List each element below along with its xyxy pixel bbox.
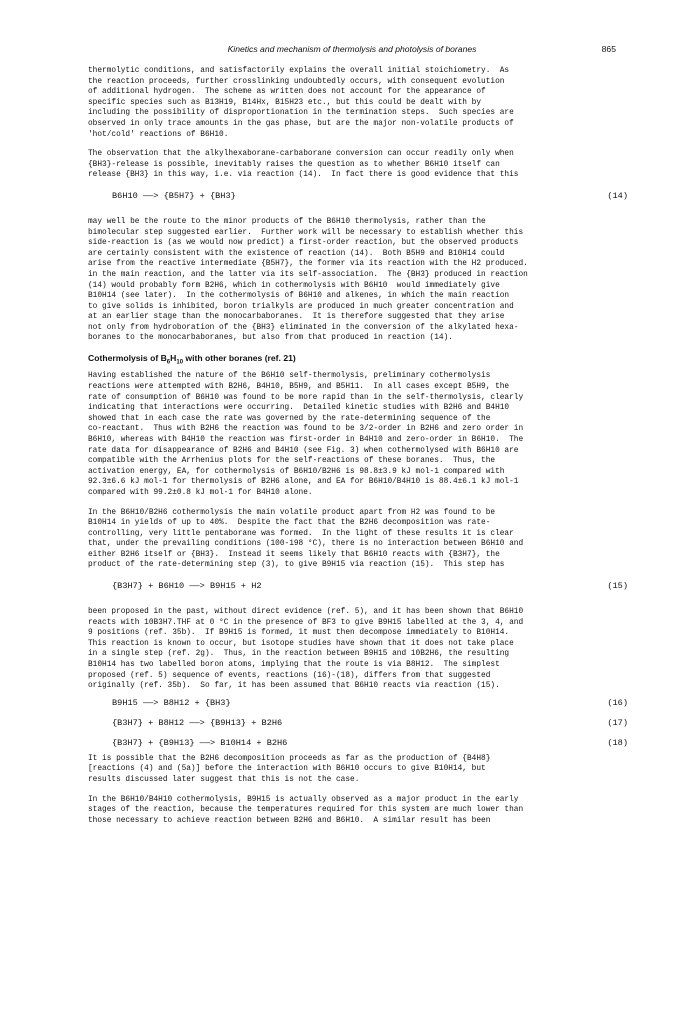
equation-text: {B3H7} + {B9H13} ——> B10H14 + B2H6 [112,737,288,748]
paragraph-2 [88,149,622,181]
text-line: specific species such as B13H19, B14Hx, B15H23 etc., but this could be dealt with by [88,98,482,107]
equation-15 [88,577,628,597]
text-line: 'hot/cold' reactions of B6H10. [88,130,229,139]
text-line: bimolecular step suggested earlier. Further work will be necessary to establish whether this [88,228,524,237]
text-line: results discussed later suggest that this is not the case. [88,776,360,784]
text-line: B6H10, whereas with B4H10 the reaction was first-order in B4H10 and zero-order in B6H10. The [88,435,524,444]
text-line: boranes to the monocarbaboranes, but also from that produced in reaction (14). [88,334,453,343]
text-line: been proposed in the past, without direct evidence (ref. 5), and it has been shown that B6H10 [88,608,524,617]
running-title: Kinetics and mechanism of thermolysis and photolysis of boranes [227,44,477,54]
page-number: 865 [601,44,616,54]
text-line: rate of consumption of B6H10 was found to be more rapid than in the self-thermolysis, clearly [88,393,524,402]
text-line: 9 positions (ref. 35b). If B9H15 is formed, it must then decompose immediately to B10H14. [88,629,510,638]
text-line: proposed (ref. 5) sequence of events, reactions (16)-(18), differs from that suggested [88,671,491,680]
equation-number: (14) [607,190,628,201]
text-line: compared with 99.2±0.8 kJ mol-1 for B4H10 alone. [88,488,313,497]
text-line: at an earlier stage than the monocarbaboranes. It is therefore suggested that they arise [88,313,505,322]
text-line: reacts with 10B3H7.THF at 0 °C in the presence of BF3 to give B9H15 labelled at the 3, 4, and [88,618,524,627]
text-line: in a single step (ref. 2g). Thus, in the reaction between B9H15 and 10B2H6, the resulting [88,650,510,659]
equation-17 [88,714,628,730]
text-line: activation energy, EA, for cothermolysis of B6H10/B2H6 is 98.8±3.9 kJ mol-1 compared with [88,467,505,476]
text-line: arise from the reactive intermediate {B5H7}, the former via its reaction with the H2 produced. [88,260,528,269]
equation-number: (17) [607,717,628,728]
running-header [88,44,616,58]
text-line: rate data for disappearance of B2H6 and B4H10 (see Fig. 3) when cothermolysed with B6H10 are [88,446,519,455]
paragraph-5 [88,508,622,572]
text-line: [reactions (4) and (5a)] before the interaction with B6H10 occurs to give B10H14, but [88,765,486,774]
text-line: 92.3±6.6 kJ mol-1 for thermolysis of B2H6 alone, and EA for B6H10/B4H10 is 88.4±6.1 kJ mol-1 [88,478,519,487]
paragraph-8 [88,795,622,827]
text-line: including the possibility of disproportionation in the termination steps. Such species are [88,109,514,118]
text-line: The observation that the alkylhexaborane-carbaborane conversion can occur readily only when [88,150,514,159]
equation-number: (15) [607,581,628,592]
text-line: the reaction proceeds, further crosslinking undoubtedly occurs, with consequent evolution [88,77,505,86]
body-text [88,66,628,835]
equation-number: (18) [607,737,628,748]
text-line: controlling, very little pentaborane was formed. In the light of these results it is clear [88,529,514,538]
text-line: product of the rate-determining step (3), to give B9H15 via reaction (15). This step has [88,561,505,570]
text-line: not only from hydroboration of the {BH3} eliminated in the conversion of the alkylated hexa- [88,323,519,332]
text-line: side-reaction is (as we would now predict) a first-order reaction, but the observed products [88,239,519,248]
text-line: In the B6H10/B2H6 cothermolysis the main volatile product apart from H2 was found to be [88,508,496,517]
equation-14 [88,187,628,207]
text-line: This reaction is known to occur, but isotope studies have shown that it does not take place [88,639,514,648]
equation-number: (16) [607,697,628,708]
text-line: It is possible that the B2H6 decomposition proceeds as far as the production of {B4H8} [88,754,491,763]
text-line: (14) would probably form B2H6, which in cothermolysis with B6H10 would immediately give [88,281,500,290]
text-line: to give solids is inhibited, boron trialkyls are produced in much greater concentration and [88,302,514,311]
text-line: showed that in each case the rate was governed by the rate-determining sequence of the [88,414,491,423]
text-line: In the B6H10/B4H10 cothermolysis, B9H15 is actually observed as a major product in the early [88,795,519,804]
text-line: originally (ref. 35b). So far, it has been assumed that B6H10 reacts via reaction (15). [88,682,500,691]
text-line: observed in only trace amounts in the gas phase, but are the major non-volatile products of [88,119,514,128]
text-line: that, under the prevailing conditions (100-198 °C), there is no interaction between B6H10 and [88,540,524,549]
text-line: may well be the route to the minor products of the B6H10 thermolysis, rather than the [88,217,486,226]
section-heading: Cothermolysis of $B_6H_{10}$ with other boranes (ref. 21) [88,353,296,366]
equation-text: {B3H7} + B6H10 ——> B9H15 + H2 [112,581,262,592]
equation-16 [88,694,628,710]
paragraph-3 [88,217,622,344]
text-line: co-reactant. Thus with B2H6 the reaction was found to be 3/2-order in B2H6 and zero order in [88,425,524,434]
paragraph-7 [88,754,622,786]
paragraph-6 [88,607,622,692]
equation-text: B9H15 ——> B8H12 + {BH3} [112,697,231,708]
text-line: Having established the nature of the B6H10 self-thermolysis, preliminary cothermolysis [88,372,491,381]
text-line: thermolytic conditions, and satisfactorily explains the overall initial stoichiometry. As [88,67,510,75]
text-line: indicating that interactions were occurring. Detailed kinetic studies with B2H6 and B4H10 [88,404,510,413]
text-line: B10H14 (see later). In the cothermolysis of B6H10 and alkenes, in which the main reaction [88,292,510,301]
text-line: those necessary to achieve reaction between B2H6 and B6H10. A similar result has been [88,816,491,825]
equation-text: B6H10 ——> {B5H7} + {BH3} [112,190,236,201]
text-line: are certainly consistent with the existence of reaction (14). Both B5H9 and B10H14 could [88,249,505,258]
equation-group-16-18 [88,694,628,750]
paragraph-1 [88,66,622,140]
equation-18 [88,734,628,750]
text-line: stages of the reaction, because the temperatures required for this system are much lower than [88,806,524,815]
text-line: compatible with the Arrhenius plots for the self-reactions of these boranes. Thus, the [88,457,496,466]
text-line: B10H14 has two labelled boron atoms, implying that the route is via B8H12. The simplest [88,661,500,670]
text-line: reactions were attempted with B2H6, B4H10, B5H9, and B5H11. In all cases except B5H9, the [88,382,510,391]
text-line: release {BH3} in this way, i.e. via reaction (14). In fact there is good evidence that this [88,171,519,180]
text-line: B10H14 in yields of up to 40%. Despite the fact that the B2H6 decomposition was rate- [88,519,491,528]
text-line: {BH3}-release is possible, inevitably raises the question as to whether B6H10 itself can [88,160,500,169]
equation-text: {B3H7} + B8H12 ——> {B9H13} + B2H6 [112,717,283,728]
paragraph-4 [88,371,622,498]
text-line: either B2H6 itself or {BH3}. Instead it seems likely that B6H10 reacts with {B3H7}, the [88,550,500,559]
text-line: of additional hydrogen. The scheme as written does not account for the appearance of [88,88,486,97]
text-line: in the main reaction, and the latter via its self-association. The {BH3} produced in reaction [88,270,528,279]
